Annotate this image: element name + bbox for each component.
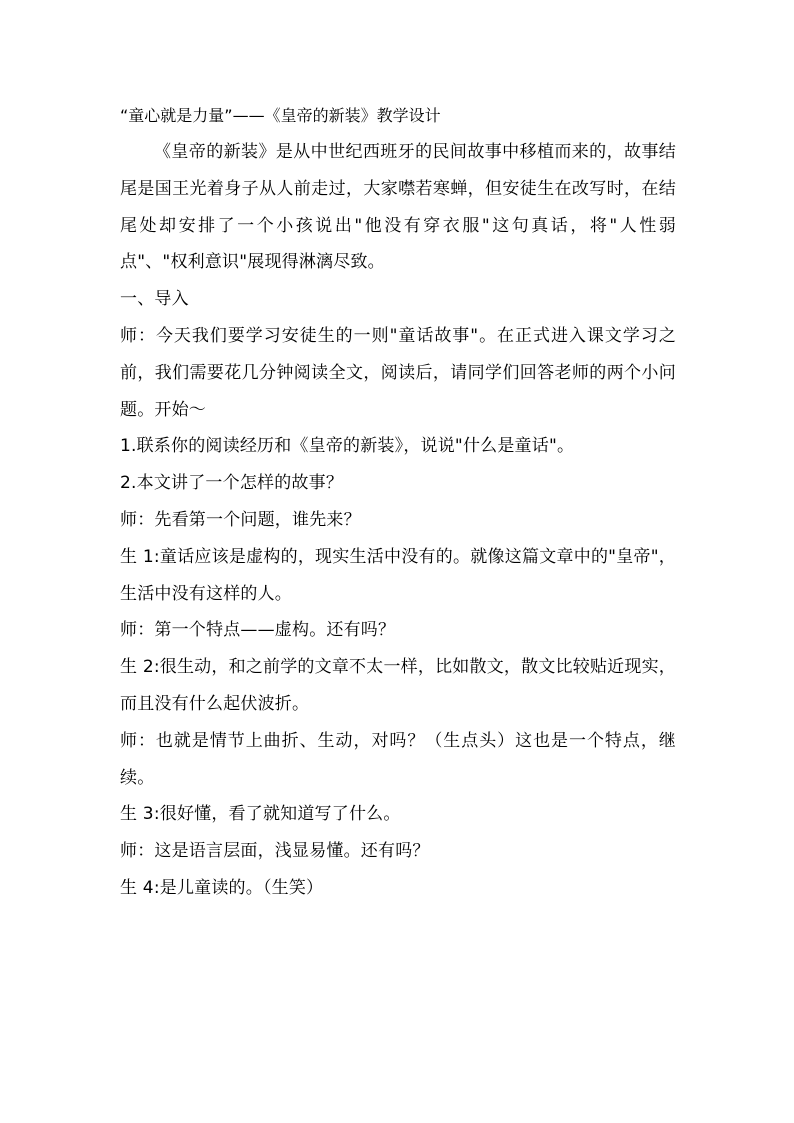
document-title: “童心就是力量”——《皇帝的新装》教学设计	[120, 106, 441, 125]
student-line: 生 2:很生动，和之前学的文章不太一样，比如散文，散文比较贴近现实，而且没有什么起伏波折。	[120, 657, 676, 714]
intro-paragraph: 《皇帝的新装》是从中世纪西班牙的民间故事中移植而来的，故事结尾是国王光着身子从人前走过，大家噤若寒蝉，但安徒生在改写时，在结尾处却安排了一个小孩说出"他没有穿衣服"这句真话，将"人性弱点"、"权利意识"展现得淋漓尽致。	[120, 142, 676, 273]
student-line: 生 4:是儿童读的。（生笑）	[120, 877, 324, 898]
question-1: 1.联系你的阅读经历和《皇帝的新装》，说说"什么是童话"。	[120, 436, 575, 457]
teacher-line: 师：今天我们要学习安徒生的一则"童话故事"。在正式进入课文学习之前，我们需要花几分钟阅读全文，阅读后，请同学们回答老师的两个小问题。开始～	[120, 325, 676, 420]
student-line: 生 3:很好懂，看了就知道写了什么。	[120, 804, 401, 825]
document-page	[120, 100, 676, 907]
teacher-line: 师：也就是情节上曲折、生动，对吗？（生点头）这也是一个特点，继续。	[120, 730, 676, 788]
student-line: 生 1:童话应该是虚构的，现实生活中没有的。就像这篇文章中的"皇帝"，生活中没有这样的人。	[120, 546, 676, 604]
teacher-line: 师：先看第一个问题，谁先来？	[120, 509, 361, 530]
section-heading-intro: 一、导入	[120, 289, 189, 310]
teacher-line: 师：第一个特点——虚构。还有吗？	[120, 620, 396, 641]
question-2: 2.本文讲了一个怎样的故事？	[120, 473, 344, 494]
teacher-line: 师：这是语言层面，浅显易懂。还有吗？	[120, 841, 430, 862]
